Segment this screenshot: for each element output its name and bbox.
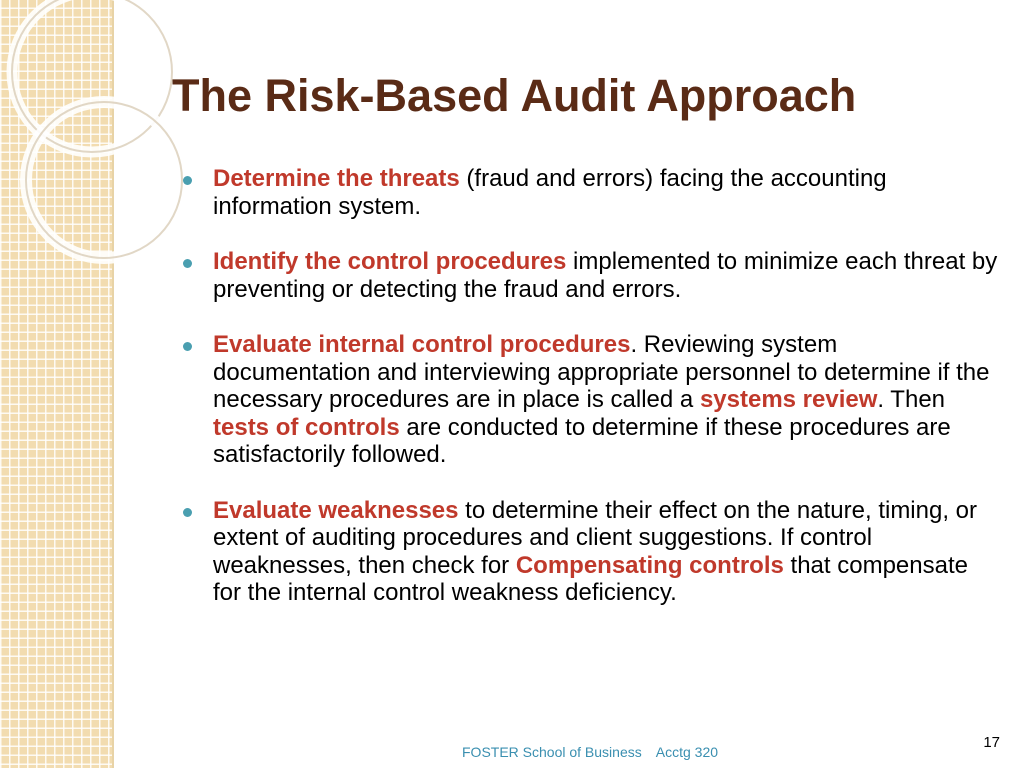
bullet-text [213, 165, 887, 220]
bullet-marker-icon [183, 176, 192, 185]
bullet-body: . Then [877, 386, 946, 413]
bullet-marker-icon [183, 259, 192, 268]
slide-number: 17 [983, 734, 1000, 751]
bullet-body: (fraud and errors) facing the accounting information system. [213, 165, 887, 220]
bullet-highlight: Evaluate internal control procedures [213, 331, 631, 358]
bullet-text [213, 331, 989, 468]
bullet-highlight: Determine the threats [213, 165, 460, 192]
bullet-body: . Reviewing system documentation and interviewing appropriate personnel to determine if the necessary procedures are in place is called a [213, 331, 990, 413]
bullet-highlight: tests of controls [213, 413, 400, 441]
bullet-body: are conducted to determine if these procedures are satisfactorily followed. [213, 413, 951, 468]
bullet-marker-icon [183, 508, 192, 517]
bullet-list [183, 165, 998, 635]
slide-title: The Risk-Based Audit Approach [172, 70, 857, 121]
footer-course: Acctg 320 [655, 744, 719, 760]
bullet-item [183, 497, 998, 607]
bullet-body: implemented to minimize each threat by preventing or detecting the fraud and errors. [213, 248, 998, 303]
slide-footer [462, 744, 718, 760]
bullet-text [213, 497, 977, 607]
bullet-item [183, 165, 998, 220]
bullet-text [213, 248, 997, 303]
bullet-body: that compensate for the internal control weakness deficiency. [213, 551, 968, 606]
bullet-highlight: systems review [699, 386, 878, 413]
bullet-body: to determine their effect on the nature, timing, or extent of auditing procedures and client suggestions. If control weaknesses, then check for [213, 496, 978, 579]
bullet-item [183, 248, 998, 303]
bullet-highlight: Identify the control procedures [213, 248, 567, 275]
bullet-highlight: Evaluate weaknesses [213, 496, 459, 524]
bullet-marker-icon [183, 342, 192, 351]
decorative-circles [0, 0, 200, 320]
bullet-item [183, 331, 998, 469]
bullet-highlight: Compensating controls [515, 551, 784, 579]
footer-school: FOSTER School of Business [462, 744, 642, 760]
